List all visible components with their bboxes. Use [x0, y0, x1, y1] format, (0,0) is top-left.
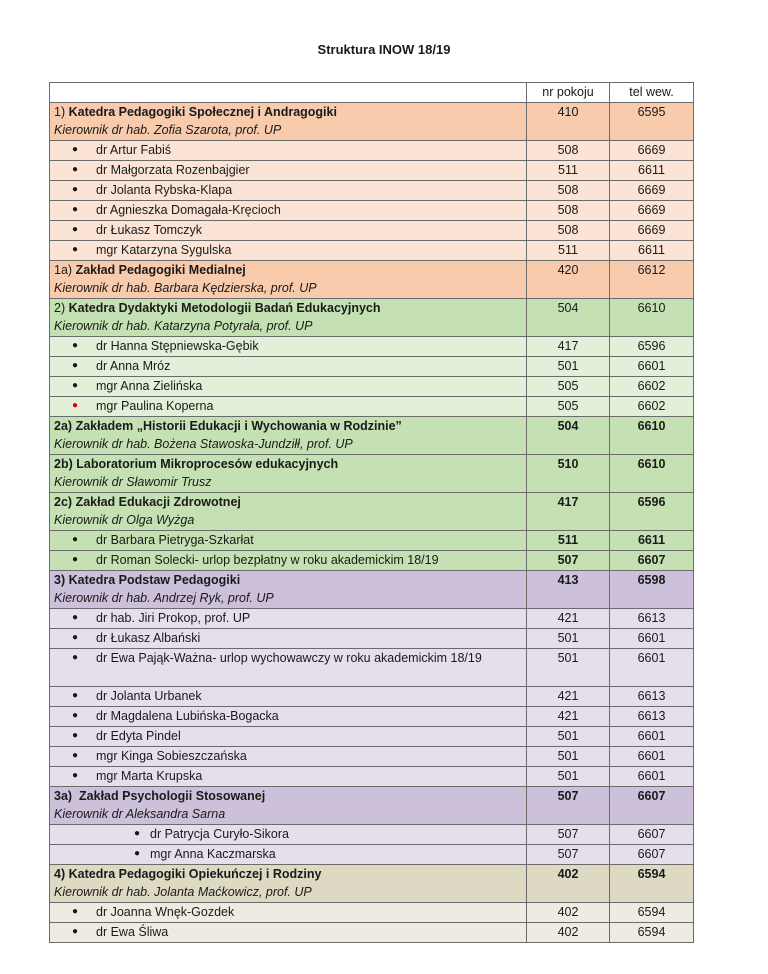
member-name: dr Jolanta Rybska-Klapa — [96, 182, 233, 197]
member-room: 511 — [527, 160, 610, 180]
bullet-icon: ● — [71, 553, 79, 565]
bullet-icon: ● — [133, 847, 140, 859]
unit-name — [54, 787, 522, 806]
member-row — [50, 746, 694, 766]
member-name: mgr Anna Zielińska — [96, 378, 203, 393]
member-row — [50, 180, 694, 200]
unit-row — [50, 260, 694, 298]
unit-room: 413 — [527, 570, 610, 608]
bullet-icon: ● — [71, 203, 79, 215]
member-name: dr Ewa Pająk-Ważna- urlop wychowawczy w roku akademickim 18/19 — [96, 650, 482, 665]
unit-group — [50, 492, 694, 570]
unit-tel: 6612 — [610, 260, 694, 298]
bullet-icon: ● — [71, 223, 79, 235]
bullet-icon: ● — [71, 729, 79, 741]
member-room: 501 — [527, 766, 610, 786]
member-row — [50, 628, 694, 648]
member-tel: 6669 — [610, 220, 694, 240]
unit-prefix: 4) — [54, 866, 66, 881]
member-tel: 6669 — [610, 180, 694, 200]
member-name: mgr Marta Krupska — [96, 768, 203, 783]
unit-row — [50, 454, 694, 492]
member-row — [50, 824, 694, 844]
member-group — [50, 824, 694, 864]
member-name: dr Edyta Pindel — [96, 728, 181, 743]
member-room: 501 — [527, 746, 610, 766]
unit-tel: 6595 — [610, 102, 694, 140]
member-room: 501 — [527, 628, 610, 648]
unit-name — [54, 571, 522, 590]
bullet-icon: ● — [71, 379, 79, 391]
member-name: dr Agnieszka Domagała-Kręcioch — [96, 202, 281, 217]
unit-prefix: 2a) — [54, 418, 73, 433]
member-room: 501 — [527, 648, 610, 686]
member-row — [50, 336, 694, 356]
unit-title: Zakład Pedagogiki Medialnej — [75, 262, 246, 277]
member-name: dr Małgorzata Rozenbajgier — [96, 162, 250, 177]
member-name: dr Joanna Wnęk-Gozdek — [96, 904, 235, 919]
member-name: dr Łukasz Tomczyk — [96, 222, 203, 237]
structure-table — [49, 82, 694, 943]
bullet-icon: ● — [71, 533, 79, 545]
unit-cell — [50, 570, 527, 608]
unit-name — [54, 493, 522, 512]
member-tel: 6602 — [610, 396, 694, 416]
unit-cell — [50, 786, 527, 824]
member-row — [50, 726, 694, 746]
member-tel: 6601 — [610, 726, 694, 746]
unit-group — [50, 570, 694, 608]
member-tel: 6601 — [610, 628, 694, 648]
member-name: dr Barbara Pietryga-Szkarłat — [96, 532, 254, 547]
unit-tel: 6610 — [610, 298, 694, 336]
member-name: dr hab. Jiri Prokop, prof. UP — [96, 610, 251, 625]
bullet-icon: ● — [71, 611, 79, 623]
bullet-icon: ● — [71, 163, 79, 175]
unit-title: Zakład Edukacji Zdrowotnej — [75, 494, 241, 509]
unit-title: Katedra Podstaw Pedagogiki — [68, 572, 241, 587]
unit-head: Kierownik dr hab. Bożena Stawoska-Jundziłł, prof. UP — [54, 437, 353, 451]
member-room: 402 — [527, 902, 610, 922]
member-room: 505 — [527, 396, 610, 416]
member-row — [50, 376, 694, 396]
bullet-icon: ● — [71, 631, 79, 643]
unit-name — [54, 455, 522, 474]
unit-tel: 6607 — [610, 786, 694, 824]
member-group — [50, 902, 694, 942]
member-room: 507 — [527, 550, 610, 570]
member-room: 421 — [527, 686, 610, 706]
unit-room: 417 — [527, 492, 610, 530]
member-name: dr Ewa Śliwa — [96, 924, 169, 939]
unit-head: Kierownik dr hab. Katarzyna Potyrała, prof. UP — [54, 319, 313, 333]
member-row — [50, 160, 694, 180]
member-name: dr Jolanta Urbanek — [96, 688, 202, 703]
unit-name — [54, 261, 522, 280]
member-room: 507 — [527, 844, 610, 864]
unit-prefix: 2c) — [54, 494, 73, 509]
unit-group — [50, 864, 694, 902]
unit-row — [50, 298, 694, 336]
unit-head: Kierownik dr hab. Andrzej Ryk, prof. UP — [54, 591, 274, 605]
member-row — [50, 550, 694, 570]
member-row — [50, 844, 694, 864]
unit-head: Kierownik dr Olga Wyżga — [54, 513, 195, 527]
bullet-icon: ● — [133, 827, 140, 839]
unit-group — [50, 786, 694, 824]
unit-room: 504 — [527, 416, 610, 454]
unit-name — [54, 417, 522, 436]
header-group — [50, 83, 694, 103]
unit-cell — [50, 492, 527, 530]
bullet-icon: ● — [71, 769, 79, 781]
member-name: dr Roman Solecki- urlop bezpłatny w roku akademickim 18/19 — [96, 552, 439, 567]
unit-row — [50, 492, 694, 530]
member-row — [50, 240, 694, 260]
member-row — [50, 686, 694, 706]
member-room: 417 — [527, 336, 610, 356]
bullet-icon: ● — [71, 749, 79, 761]
unit-head: Kierownik dr hab. Barbara Kędzierska, prof. UP — [54, 281, 317, 295]
unit-room: 402 — [527, 864, 610, 902]
table-header-row — [50, 83, 694, 103]
member-tel: 6594 — [610, 922, 694, 942]
member-room: 501 — [527, 726, 610, 746]
unit-group — [50, 416, 694, 454]
unit-title: Katedra Pedagogiki Opiekuńczej i Rodziny — [68, 866, 322, 881]
member-tel: 6613 — [610, 706, 694, 726]
member-room: 508 — [527, 200, 610, 220]
member-tel: 6607 — [610, 844, 694, 864]
unit-tel: 6598 — [610, 570, 694, 608]
member-room: 501 — [527, 356, 610, 376]
unit-cell — [50, 454, 527, 492]
member-name: dr Magdalena Lubińska-Bogacka — [96, 708, 279, 723]
member-row — [50, 608, 694, 628]
member-name: mgr Paulina Koperna — [96, 398, 214, 413]
unit-cell — [50, 298, 527, 336]
unit-room: 507 — [527, 786, 610, 824]
unit-prefix: 3a) — [54, 788, 73, 803]
unit-prefix: 1) — [54, 104, 66, 119]
document-title: Struktura INOW 18/19 — [317, 42, 451, 57]
member-tel: 6601 — [610, 356, 694, 376]
unit-cell — [50, 416, 527, 454]
unit-room: 410 — [527, 102, 610, 140]
bullet-icon: ● — [71, 143, 79, 155]
member-tel: 6601 — [610, 746, 694, 766]
unit-row — [50, 570, 694, 608]
unit-prefix: 2) — [54, 300, 66, 315]
unit-head: Kierownik dr Sławomir Trusz — [54, 475, 212, 489]
member-row — [50, 200, 694, 220]
member-tel: 6607 — [610, 824, 694, 844]
member-tel: 6601 — [610, 648, 694, 686]
member-name: mgr Anna Kaczmarska — [150, 846, 276, 861]
unit-title: Zakład Psychologii Stosowanej — [79, 788, 266, 803]
unit-title: Katedra Dydaktyki Metodologii Badań Edukacyjnych — [68, 300, 381, 315]
header-room: nr pokoju — [527, 83, 610, 103]
bullet-icon: ● — [71, 183, 79, 195]
bullet-icon: ● — [71, 651, 79, 663]
unit-row — [50, 786, 694, 824]
unit-row — [50, 102, 694, 140]
unit-title: Laboratorium Mikroprocesów edukacyjnych — [76, 456, 339, 471]
member-room: 511 — [527, 530, 610, 550]
member-tel: 6611 — [610, 160, 694, 180]
unit-prefix: 1a) — [54, 262, 73, 277]
member-name: dr Hanna Stępniewska-Gębik — [96, 338, 259, 353]
unit-room: 420 — [527, 260, 610, 298]
member-room: 402 — [527, 922, 610, 942]
member-row — [50, 356, 694, 376]
member-name: dr Patrycja Curyło-Sikora — [150, 826, 289, 841]
unit-head: Kierownik dr Aleksandra Sarna — [54, 807, 226, 821]
member-row — [50, 140, 694, 160]
bullet-icon: ● — [71, 243, 79, 255]
unit-head: Kierownik dr hab. Jolanta Maćkowicz, prof. UP — [54, 885, 312, 899]
unit-row — [50, 416, 694, 454]
member-tel: 6607 — [610, 550, 694, 570]
member-tel: 6611 — [610, 240, 694, 260]
unit-name — [54, 103, 522, 122]
unit-prefix: 2b) — [54, 456, 73, 471]
member-row — [50, 902, 694, 922]
member-name: mgr Katarzyna Sygulska — [96, 242, 232, 257]
member-tel: 6602 — [610, 376, 694, 396]
unit-tel: 6610 — [610, 416, 694, 454]
unit-title: Katedra Pedagogiki Społecznej i Andragogiki — [68, 104, 337, 119]
member-room: 421 — [527, 608, 610, 628]
member-room: 511 — [527, 240, 610, 260]
unit-tel: 6596 — [610, 492, 694, 530]
unit-cell — [50, 864, 527, 902]
unit-group — [50, 260, 694, 298]
header-name — [50, 83, 527, 103]
member-name: dr Anna Mróz — [96, 358, 171, 373]
bullet-icon: ● — [71, 359, 79, 371]
unit-room: 504 — [527, 298, 610, 336]
member-room: 421 — [527, 706, 610, 726]
unit-prefix: 3) — [54, 572, 66, 587]
member-tel: 6611 — [610, 530, 694, 550]
member-tel: 6596 — [610, 336, 694, 356]
unit-name — [54, 865, 522, 884]
bullet-icon: ● — [71, 399, 79, 411]
unit-group — [50, 298, 694, 416]
member-row — [50, 922, 694, 942]
member-row — [50, 220, 694, 240]
unit-row — [50, 864, 694, 902]
unit-cell — [50, 260, 527, 298]
member-room: 508 — [527, 180, 610, 200]
unit-cell — [50, 102, 527, 140]
unit-title: Zakładem „Historii Edukacji i Wychowania w Rodzinie” — [75, 418, 402, 433]
member-room: 507 — [527, 824, 610, 844]
member-row — [50, 396, 694, 416]
member-room: 505 — [527, 376, 610, 396]
member-row — [50, 706, 694, 726]
unit-group — [50, 102, 694, 260]
member-name: dr Artur Fabiś — [96, 142, 172, 157]
member-tel: 6669 — [610, 140, 694, 160]
member-row — [50, 648, 694, 686]
member-room: 508 — [527, 220, 610, 240]
unit-group — [50, 454, 694, 492]
member-name: dr Łukasz Albański — [96, 630, 201, 645]
bullet-icon: ● — [71, 689, 79, 701]
bullet-icon: ● — [71, 905, 79, 917]
bullet-icon: ● — [71, 925, 79, 937]
unit-head: Kierownik dr hab. Zofia Szarota, prof. UP — [54, 123, 282, 137]
member-group — [50, 608, 694, 786]
unit-tel: 6594 — [610, 864, 694, 902]
member-tel: 6669 — [610, 200, 694, 220]
member-name: mgr Kinga Sobieszczańska — [96, 748, 247, 763]
member-tel: 6613 — [610, 686, 694, 706]
member-tel: 6613 — [610, 608, 694, 628]
unit-name — [54, 299, 522, 318]
member-tel: 6594 — [610, 902, 694, 922]
unit-tel: 6610 — [610, 454, 694, 492]
header-tel: tel wew. — [610, 83, 694, 103]
member-tel: 6601 — [610, 766, 694, 786]
member-row — [50, 766, 694, 786]
bullet-icon: ● — [71, 339, 79, 351]
bullet-icon: ● — [71, 709, 79, 721]
unit-room: 510 — [527, 454, 610, 492]
member-room: 508 — [527, 140, 610, 160]
member-row — [50, 530, 694, 550]
